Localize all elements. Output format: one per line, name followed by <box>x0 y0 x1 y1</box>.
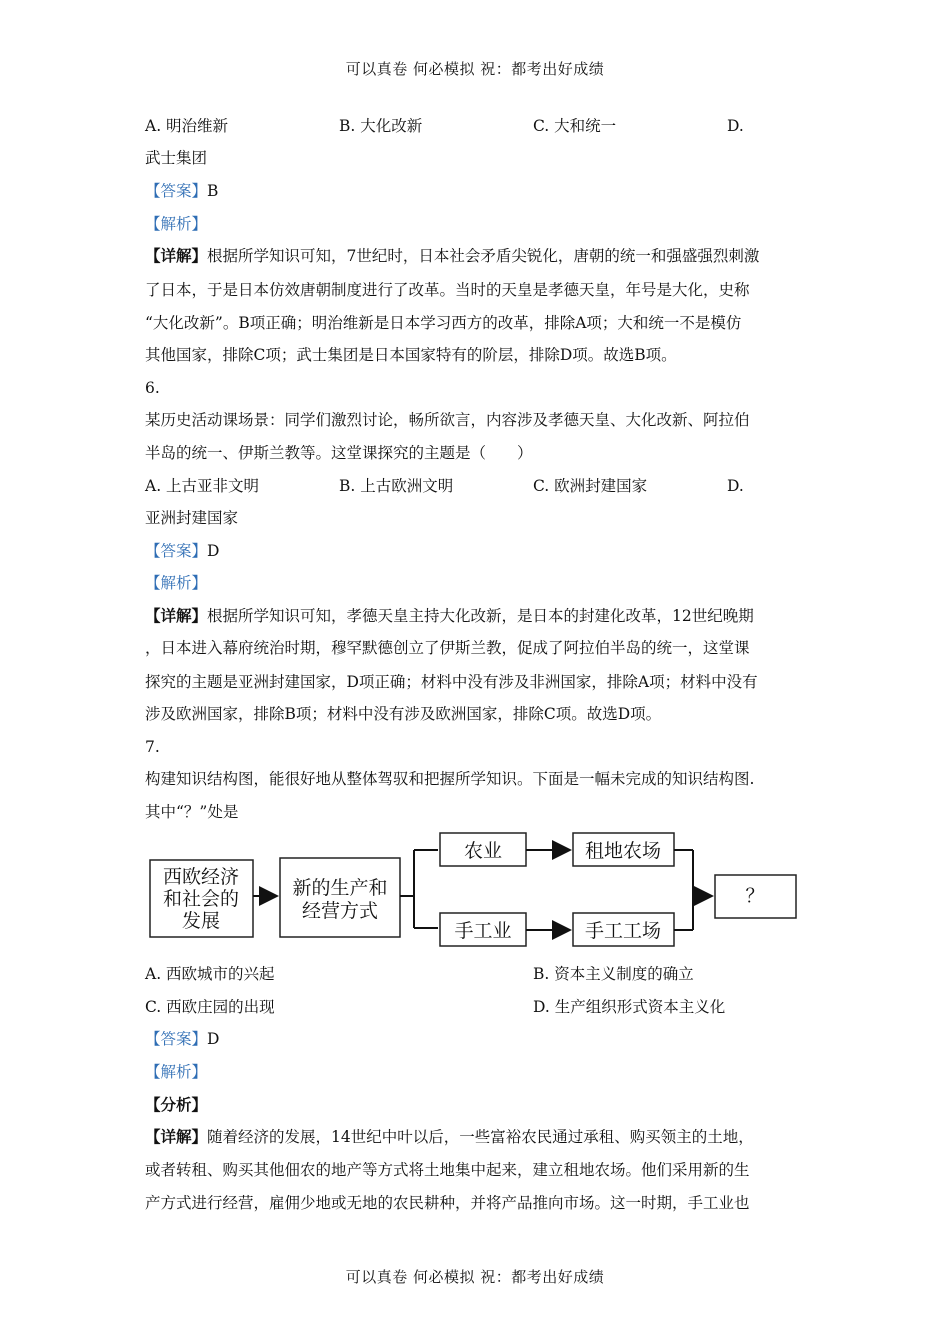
q6-option-d: D. <box>727 477 744 495</box>
q6-stem-line-2: 半岛的统一、伊斯兰教等。这堂课探究的主题是（ ） <box>145 444 533 462</box>
detail-text: 根据所学知识可知，7世纪时，日本社会矛盾尖锐化，唐朝的统一和强盛强烈刺激 <box>207 247 760 265</box>
workshop-label: 手工工场 <box>584 920 662 942</box>
box2-line-1: 新的生产和 <box>292 877 388 899</box>
q6-analysis-label: 【解析】 <box>145 574 208 592</box>
q7-fenxi-label: 【分析】 <box>145 1095 208 1114</box>
q6-answer <box>145 541 219 561</box>
q6-option-c: C. 欧洲封建国家 <box>533 477 648 495</box>
knowledge-structure-diagram <box>148 830 808 950</box>
q5-detail-line-2: 了日本，于是日本仿效唐朝制度进行了改革。当时的天皇是孝德天皇，年号是大化，史称 <box>145 281 750 299</box>
detail-label: 【详解】 <box>145 246 208 265</box>
q7-option-a: A. 西欧城市的兴起 <box>145 965 275 983</box>
q5-option-b: B. 大化改新 <box>339 117 423 135</box>
q7-detail-line-1 <box>145 1127 754 1147</box>
q5-option-a: A. 明治维新 <box>145 117 229 135</box>
q5-option-c: C. 大和统一 <box>533 117 617 135</box>
q7-answer <box>145 1029 219 1049</box>
q6-number: 6. <box>145 379 160 397</box>
unknown-label: ？ <box>745 885 765 907</box>
detail-text: 随着经济的发展，14世纪中叶以后，一些富裕农民通过承租、购买领主的土地， <box>207 1128 754 1146</box>
detail-label: 【详解】 <box>145 1127 208 1146</box>
answer-label: 【答案】 <box>145 182 208 200</box>
q5-analysis-label: 【解析】 <box>145 215 208 233</box>
handicraft-label: 手工业 <box>454 920 512 942</box>
page-footer: 可以真卷 何必模拟 祝：都考出好成绩 <box>345 1268 605 1286</box>
answer-value: D <box>207 542 220 560</box>
q7-detail-line-3: 产方式进行经营，雇佣少地或无地的农民耕种，并将产品推向市场。这一时期，手工业也 <box>145 1194 750 1212</box>
q5-detail-line-3: “大化改新”。B项正确；明治维新是日本学习西方的改革，排除A项；大和统一不是模仿 <box>145 314 742 332</box>
box1-line-1: 西欧经济 <box>162 866 240 888</box>
box2-line-2: 经营方式 <box>301 900 379 922</box>
q7-detail-line-2: 或者转租、购买其他佃农的地产等方式将土地集中起来，建立租地农场。他们采用新的生 <box>145 1161 750 1179</box>
q6-detail-line-2: ，日本进入幕府统治时期，穆罕默德创立了伊斯兰教，促成了阿拉伯半岛的统一，这堂课 <box>145 639 750 657</box>
box1-line-3: 发展 <box>181 910 221 932</box>
q6-detail-line-4: 涉及欧洲国家，排除B项；材料中没有涉及欧洲国家，排除C项。故选D项。 <box>145 705 662 723</box>
q7-option-b: B. 资本主义制度的确立 <box>533 965 694 983</box>
q6-detail-line-3: 探究的主题是亚洲封建国家，D项正确；材料中没有涉及非洲国家，排除A项；材料中没有 <box>145 673 758 691</box>
q6-option-a: A. 上古亚非文明 <box>145 477 260 495</box>
detail-text: 根据所学知识可知，孝德天皇主持大化改新，是日本的封建化改革，12世纪晚期 <box>207 607 754 625</box>
q7-option-d: D. 生产组织形式资本主义化 <box>533 998 726 1016</box>
q5-option-d-text: 武士集团 <box>145 149 208 167</box>
answer-value: B <box>207 182 219 200</box>
answer-value: D <box>207 1030 220 1048</box>
q5-detail-line-1 <box>145 246 759 266</box>
q5-option-d: D. <box>727 117 744 135</box>
answer-label: 【答案】 <box>145 542 208 560</box>
box1-line-2: 和社会的 <box>162 888 240 910</box>
q6-stem-line-1: 某历史活动课场景：同学们激烈讨论，畅所欲言，内容涉及孝德天皇、大化改新、阿拉伯 <box>145 411 750 429</box>
leased-farm-label: 租地农场 <box>584 840 662 862</box>
answer-label: 【答案】 <box>145 1030 208 1048</box>
q5-answer <box>145 181 218 201</box>
q7-number: 7. <box>145 738 160 756</box>
q7-option-c: C. 西欧庄园的出现 <box>145 998 275 1016</box>
q5-detail-line-4: 其他国家，排除C项；武士集团是日本国家特有的阶层，排除D项。故选B项。 <box>145 346 677 364</box>
page-header: 可以真卷 何必模拟 祝：都考出好成绩 <box>345 60 605 78</box>
q7-analysis-label: 【解析】 <box>145 1063 208 1081</box>
q6-detail-line-1 <box>145 606 754 626</box>
q7-stem-line-2: 其中“？”处是 <box>145 803 239 821</box>
q6-option-b: B. 上古欧洲文明 <box>339 477 454 495</box>
agriculture-label: 农业 <box>463 840 503 862</box>
q7-stem-line-1: 构建知识结构图，能很好地从整体驾驭和把握所学知识。下面是一幅未完成的知识结构图. <box>145 770 755 788</box>
detail-label: 【详解】 <box>145 606 208 625</box>
q6-option-d-text: 亚洲封建国家 <box>145 509 239 527</box>
